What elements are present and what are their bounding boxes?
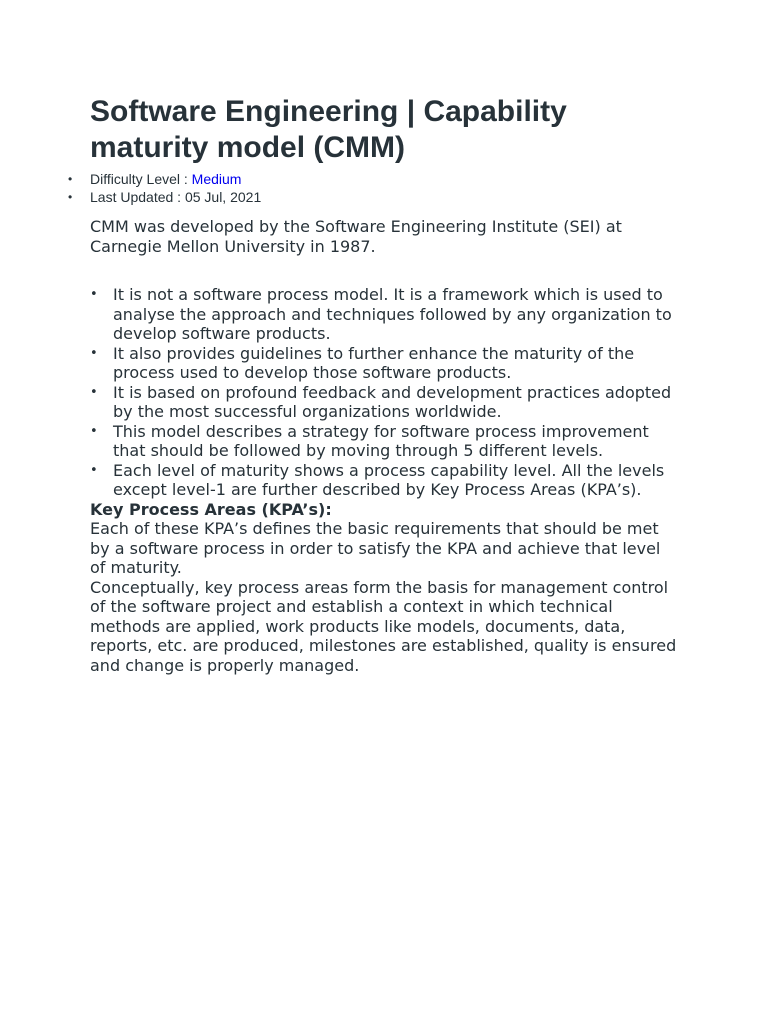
difficulty-link[interactable]: Medium xyxy=(191,171,242,187)
kpa-paragraph: Conceptually, key process areas form the basis for management control of the software project and establish a context in which technical methods are applied, work products like models, documents, data, reports, etc. are produced, milestones are established, quality is ensured and change is properly managed. xyxy=(90,577,677,675)
difficulty-label: Difficulty Level : xyxy=(90,171,192,187)
page-title: Software Engineering | Capability maturity model (CMM) xyxy=(90,95,567,164)
cmm-bullet-list xyxy=(90,285,680,500)
list-item: • It also provides guidelines to further enhance the maturity of the process used to develop those software products. xyxy=(90,344,680,383)
list-item: • Each level of maturity shows a process capability level. All the levels except level-1 are further described by Key Process Areas (KPA’s). xyxy=(90,461,680,500)
article-meta xyxy=(68,170,680,206)
intro-paragraph: CMM was developed by the Software Engineering Institute (SEI) at Carnegie Mellon University in 1987. xyxy=(90,217,622,256)
difficulty-level xyxy=(68,170,680,188)
list-item: • It is not a software process model. It is a framework which is used to analyse the approach and techniques followed by any organization to develop software products. xyxy=(90,285,680,344)
list-item: • It is based on profound feedback and development practices adopted by the most successful organizations worldwide. xyxy=(90,383,680,422)
kpa-heading: Key Process Areas (KPA’s): xyxy=(90,499,332,519)
kpa-paragraph: Each of these KPA’s defines the basic requirements that should be met by a software process in order to satisfy the KPA and achieve that level of maturity. xyxy=(90,519,661,577)
last-updated: • Last Updated : 05 Jul, 2021 xyxy=(68,188,680,206)
article xyxy=(90,94,680,675)
list-item: • This model describes a strategy for software process improvement that should be followed by moving through 5 different levels. xyxy=(90,422,680,461)
